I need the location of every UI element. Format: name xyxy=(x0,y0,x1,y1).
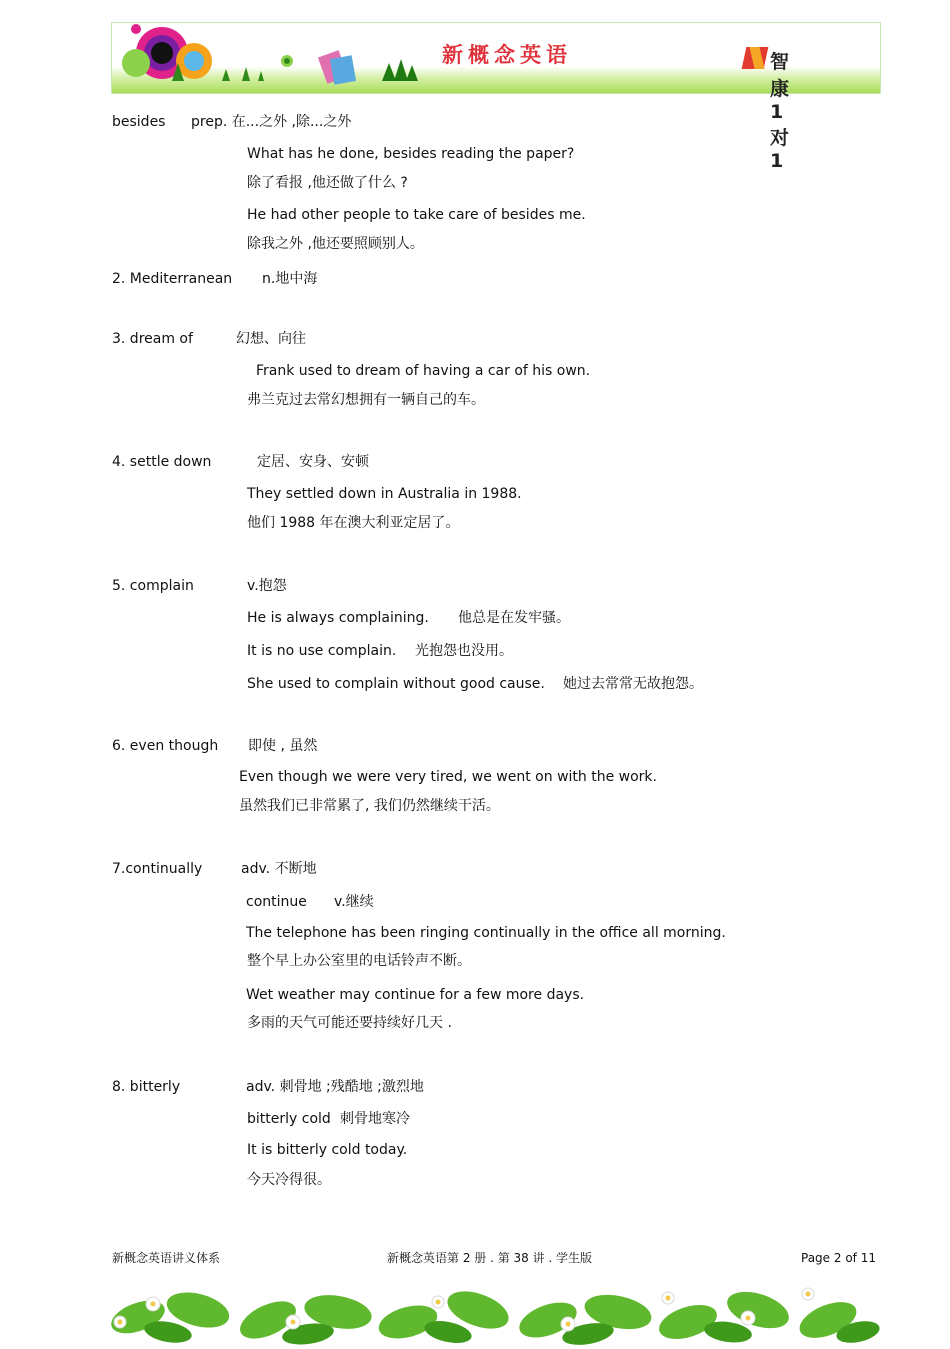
example-chinese: 除我之外 ,他还要照顾别人。 xyxy=(247,236,424,252)
example-chinese: 多雨的天气可能还要持续好几天 . xyxy=(247,1015,452,1031)
example-chinese: 弗兰克过去常幻想拥有一辆自己的车。 xyxy=(247,392,485,408)
footer-leaf-garland xyxy=(108,1272,884,1345)
entry-definition: prep. 在...之外 ,除...之外 xyxy=(191,114,352,130)
banner-title: 新概念英语 xyxy=(442,43,572,67)
example-chinese: 除了看报 ,他还做了什么 ? xyxy=(247,175,408,191)
example-chinese: 他总是在发牢骚。 xyxy=(458,610,570,626)
phrase: bitterly cold xyxy=(247,1111,331,1127)
entry-definition: adv. 刺骨地 ;残酷地 ;激烈地 xyxy=(246,1079,424,1095)
example-chinese: 今天冷得很。 xyxy=(247,1172,331,1188)
page-number: Page 2 of 11 xyxy=(801,1251,876,1265)
entry-definition: v.抱怨 xyxy=(247,578,287,594)
entry-word: 4. settle down xyxy=(112,454,212,470)
footer-lesson: 新概念英语第 2 册 . 第 38 讲 . 学生版 xyxy=(387,1251,593,1265)
entry-definition: 即使 , 虽然 xyxy=(248,738,318,754)
entry-definition: 定居、安身、安顿 xyxy=(257,454,369,470)
example-english: It is bitterly cold today. xyxy=(247,1142,408,1158)
example-chinese: 她过去常常无故抱怨。 xyxy=(563,676,703,692)
entry-word: 5. complain xyxy=(112,578,194,594)
entry-word: 7.continually xyxy=(112,861,203,877)
entry-word: besides xyxy=(112,114,166,130)
footer-series: 新概念英语讲义体系 xyxy=(112,1251,221,1265)
brand-name: 智康1对1 xyxy=(770,51,790,172)
entry-word: 8. bitterly xyxy=(112,1079,181,1095)
example-english: He is always complaining. xyxy=(247,610,429,626)
related-definition: v.继续 xyxy=(334,894,374,910)
example-english: Frank used to dream of having a car of his own. xyxy=(256,363,591,379)
entry-word: 2. Mediterranean xyxy=(112,271,233,287)
example-english: The telephone has been ringing continually in the office all morning. xyxy=(246,925,726,941)
leaf-garland-decoration xyxy=(108,1272,884,1345)
entry-word: 3. dream of xyxy=(112,331,193,347)
entry-definition: n.地中海 xyxy=(262,271,318,287)
example-english: It is no use complain. xyxy=(247,643,397,659)
example-chinese: 整个早上办公室里的电话铃声不断。 xyxy=(247,953,471,969)
brand-mark-icon xyxy=(742,47,769,69)
entry-definition: 幻想、向往 xyxy=(236,331,306,347)
example-english: Wet weather may continue for a few more days. xyxy=(246,987,585,1003)
example-english: He had other people to take care of besides me. xyxy=(247,207,586,223)
example-english: They settled down in Australia in 1988. xyxy=(247,486,522,502)
example-english: Even though we were very tired, we went on with the work. xyxy=(239,769,657,785)
example-chinese: 光抱怨也没用。 xyxy=(415,643,513,659)
phrase-chinese: 刺骨地寒冷 xyxy=(340,1111,410,1127)
example-chinese: 虽然我们已非常累了, 我们仍然继续干活。 xyxy=(239,798,500,814)
entry-word: 6. even though xyxy=(112,738,219,754)
related-word: continue xyxy=(246,894,307,910)
example-chinese: 他们 1988 年在澳大利亚定居了。 xyxy=(247,515,460,531)
example-english: She used to complain without good cause. xyxy=(247,676,545,692)
example-english: What has he done, besides reading the paper? xyxy=(247,146,575,162)
entry-definition: adv. 不断地 xyxy=(241,861,317,877)
